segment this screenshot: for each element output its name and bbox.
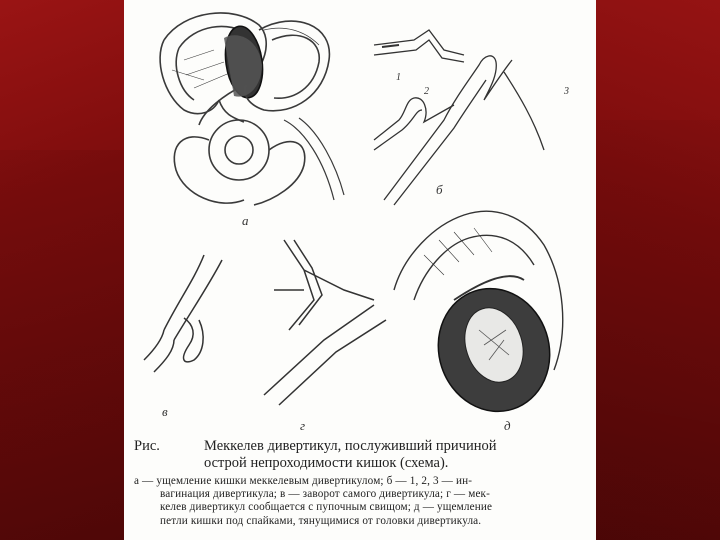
scanned-figure-page: [124, 0, 596, 540]
label-panel-g: г: [300, 418, 306, 433]
label-panel-d: д: [504, 418, 511, 433]
caption-label: Рис.: [134, 438, 160, 454]
caption-description-line: вагинация дивертикула; в — заворот самого дивертикула; г — мек-: [160, 488, 491, 501]
caption-description-line: а — ущемление кишки меккелевым дивертикулом; б — 1, 2, 3 — ин-: [134, 475, 473, 487]
label-panel-b: б: [436, 182, 443, 197]
label-panel-v: в: [162, 404, 168, 419]
caption-description-line: петли кишки под спайками, тянущимися от головки дивертикула.: [160, 514, 482, 527]
caption-description-line: келев дивертикул сообщается с пупочным свищом; д — ущемление: [160, 501, 493, 514]
label-sub-3: 3: [564, 86, 569, 97]
background-panel-left: [0, 150, 124, 540]
label-sub-2: 2: [424, 86, 429, 97]
illustration-panel-g: [264, 240, 386, 405]
strangulated-loop: [423, 274, 566, 426]
label-panel-a: а: [242, 213, 249, 228]
illustration-panel-v: [144, 255, 222, 372]
label-sub-1: 1: [396, 72, 401, 83]
illustration-panel-b: [374, 30, 544, 205]
background-panel-right: [596, 120, 720, 540]
caption-title: [204, 438, 590, 472]
slide-background-right: [596, 0, 720, 540]
slide-background-left: [0, 0, 124, 540]
caption-description: [134, 475, 590, 528]
caption-title-line: острой непроходимости кишок (схема).: [204, 455, 449, 471]
illustration-panel-a: [160, 13, 344, 205]
figure-caption: [134, 438, 590, 528]
caption-title-line: Меккелев дивертикул, послуживший причиной: [204, 438, 497, 454]
